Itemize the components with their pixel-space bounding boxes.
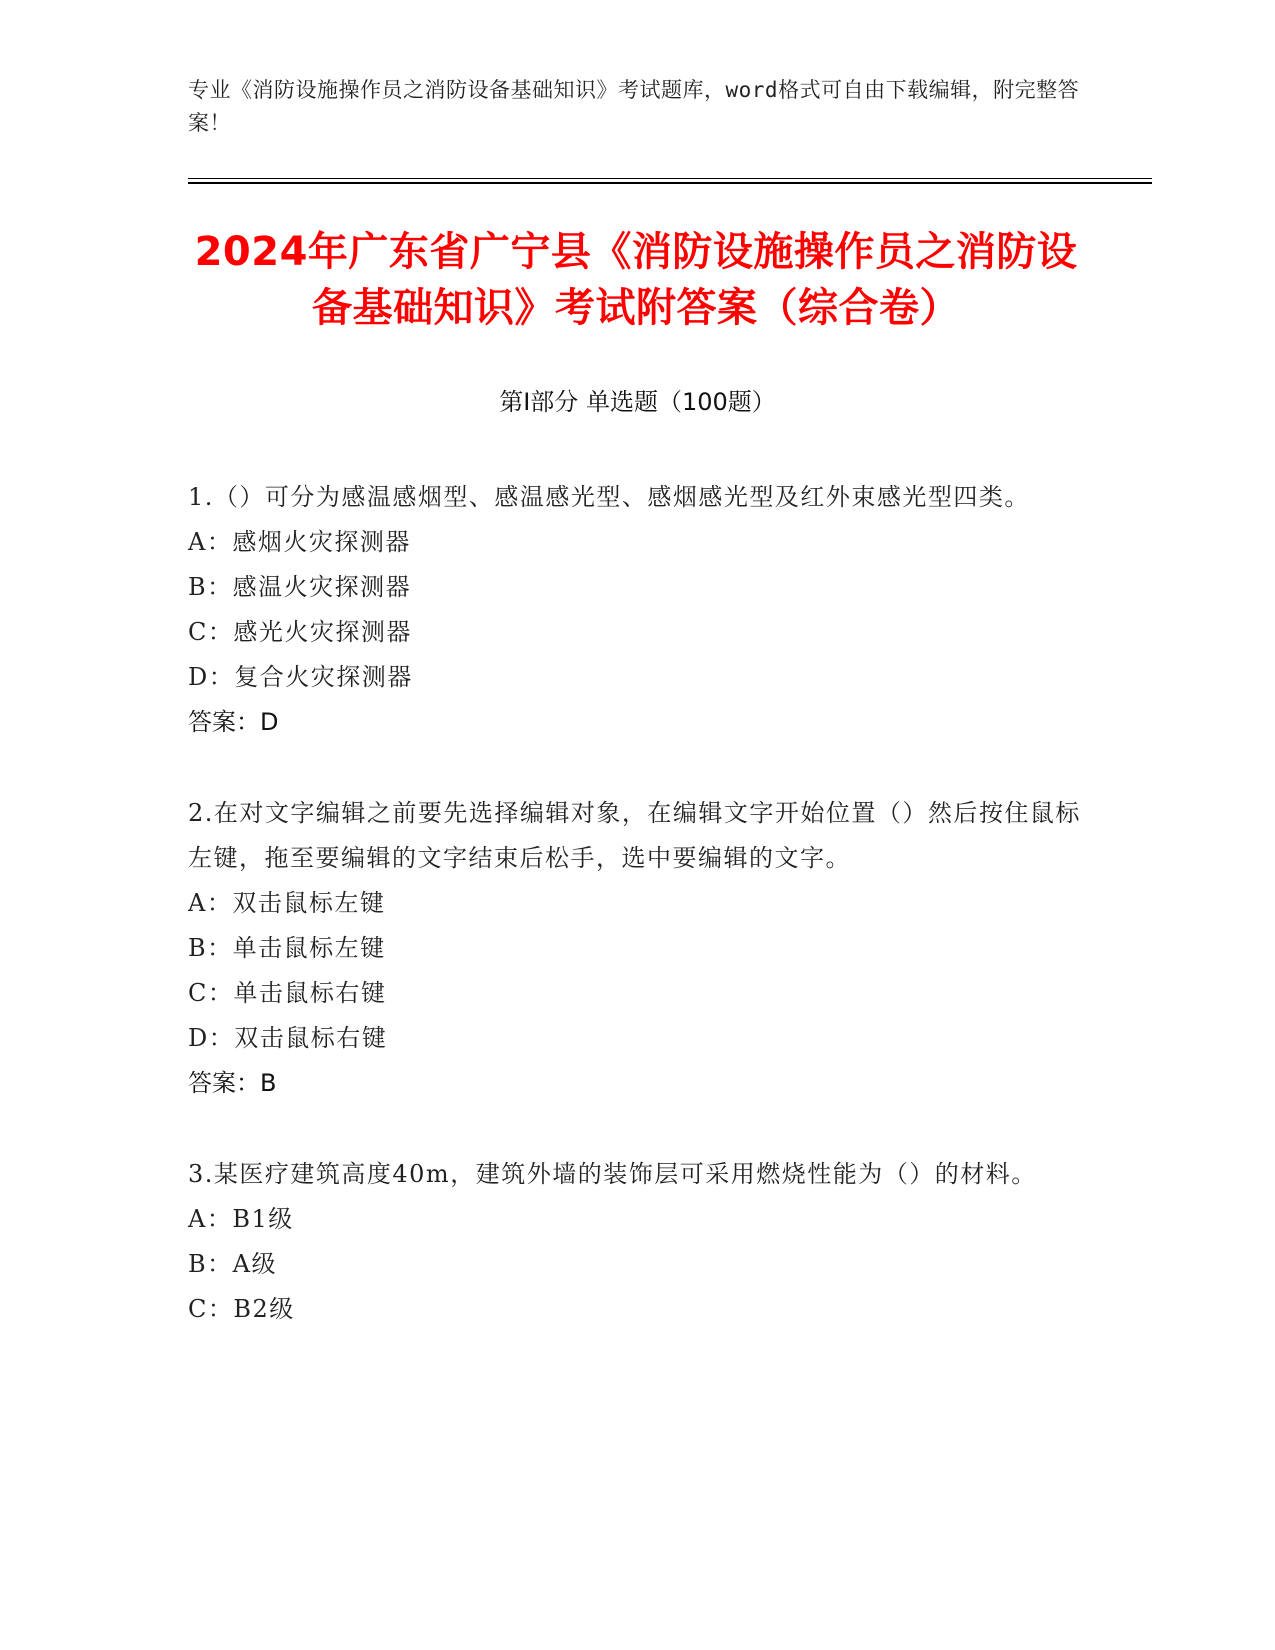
option-d: D：双击鼠标右键 [188, 1024, 388, 1052]
option-b: B：A级 [188, 1250, 277, 1278]
question-2 [188, 791, 1088, 1106]
header-note: 专业《消防设施操作员之消防设备基础知识》考试题库，word格式可自由下载编辑，附完整答案！ [188, 78, 1080, 135]
option-c: C：感光火灾探测器 [188, 618, 412, 646]
option-c: C：B2级 [188, 1295, 295, 1323]
section-heading: 第Ⅰ部分 单选题（100题） [499, 388, 776, 416]
option-a: A：双击鼠标左键 [188, 889, 386, 917]
option-d: D：复合火灾探测器 [188, 663, 413, 691]
question-list [188, 475, 1088, 1378]
question-stem: 3.某医疗建筑高度40m，建筑外墙的装饰层可采用燃烧性能为（）的材料。 [188, 1160, 1037, 1188]
option-b: B：感温火灾探测器 [188, 573, 412, 601]
option-b: B：单击鼠标左键 [188, 934, 386, 962]
question-stem: 1.（）可分为感温感烟型、感温感光型、感烟感光型及红外束感光型四类。 [188, 483, 1030, 511]
answer: 答案：B [188, 1069, 277, 1097]
header-divider-thin [188, 178, 1152, 179]
option-c: C：单击鼠标右键 [188, 979, 387, 1007]
answer: 答案：D [188, 708, 279, 736]
question-stem: 2.在对文字编辑之前要先选择编辑对象，在编辑文字开始位置（）然后按住鼠标左键，拖至要编辑的文字结束后松手，选中要编辑的文字。 [188, 799, 1081, 872]
question-1 [188, 475, 1088, 745]
option-a: A：感烟火灾探测器 [188, 528, 411, 556]
document-title: 2024年广东省广宁县《消防设施操作员之消防设备基础知识》考试附答案（综合卷） [194, 229, 1078, 331]
question-3 [188, 1152, 1088, 1332]
header-divider-thick [188, 182, 1152, 184]
option-a: A：B1级 [188, 1205, 294, 1233]
